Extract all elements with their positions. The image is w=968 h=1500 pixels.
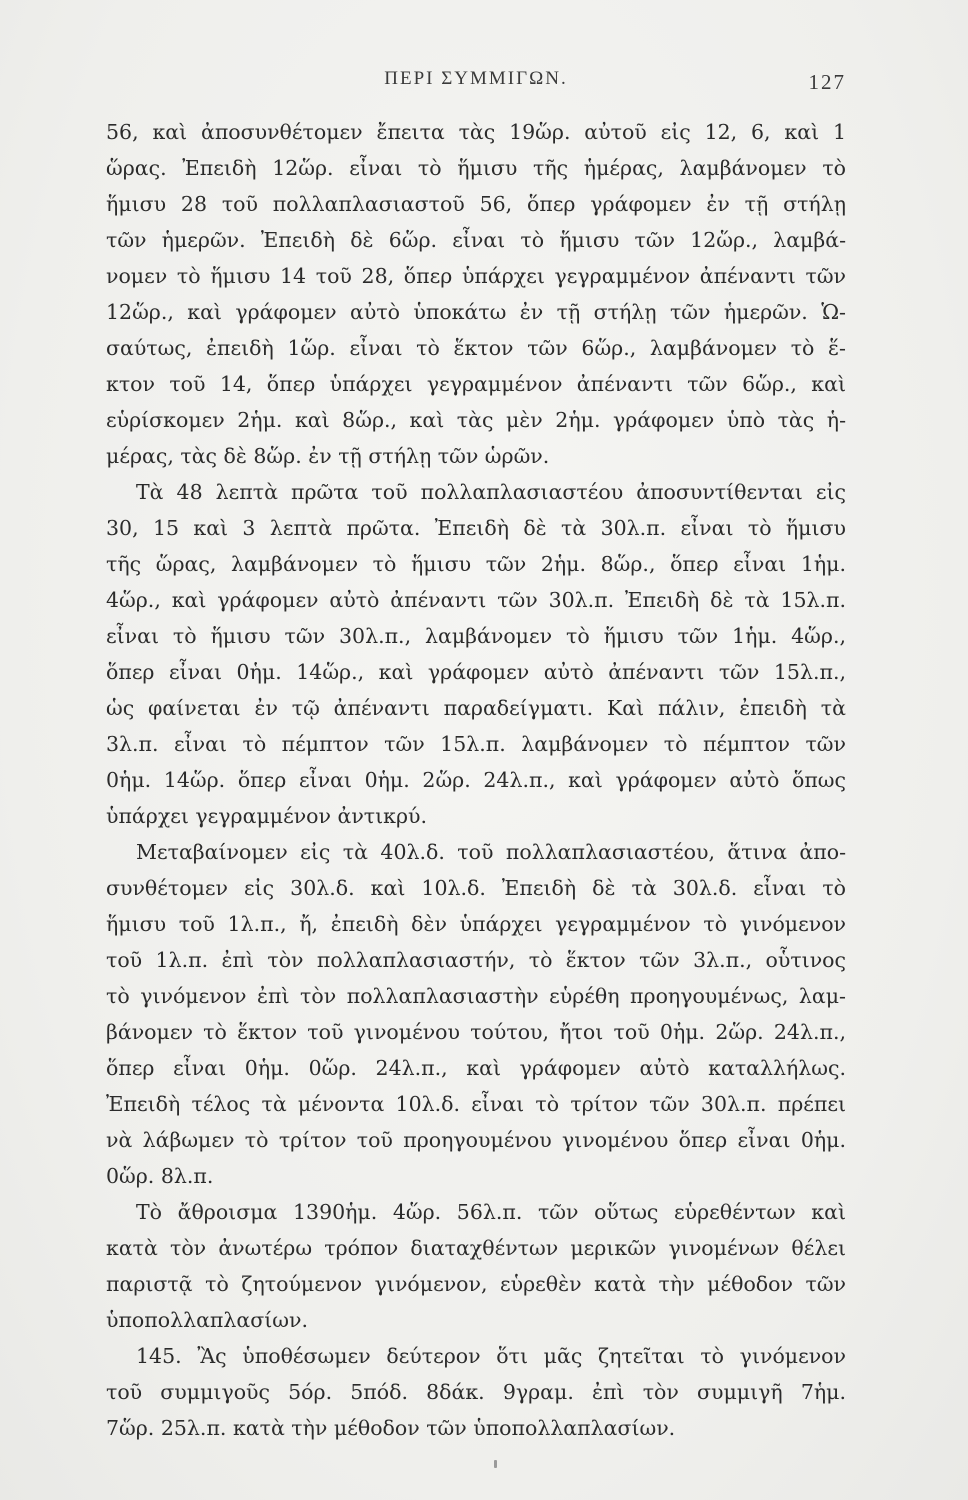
text-line: ὅπερ εἶναι 0ἡμ. 14ὥρ., καὶ γράφομεν αὐτὸ ἀπέναντι τῶν 15λ.π., xyxy=(106,660,846,684)
text-line: Μεταβαίνομεν εἰς τὰ 40λ.δ. τοῦ πολλαπλασιαστέου, ἅτινα ἀπο- xyxy=(136,840,846,864)
text-line: κατὰ τὸν ἀνωτέρω τρόπον διαταχθέντων μερικῶν γινομένων θέλει xyxy=(106,1236,846,1260)
text-line: ἥμισυ τοῦ 1λ.π., ἤ, ἐπειδὴ δὲν ὑπάρχει γεγραμμένον τὸ γινόμενον xyxy=(106,912,846,936)
page-number: 127 xyxy=(808,70,846,94)
text-line: νὰ λάβωμεν τὸ τρίτον τοῦ προηγουμένου γινομένου ὅπερ εἶναι 0ἡμ. xyxy=(106,1128,846,1152)
text-line: 0ἡμ. 14ὥρ. ὅπερ εἶναι 0ἡμ. 2ὥρ. 24λ.π., καὶ γράφομεν αὐτὸ ὅπως xyxy=(106,768,846,792)
text-line: βάνομεν τὸ ἕκτον τοῦ γινομένου τούτου, ἤτοι τοῦ 0ἡμ. 2ὥρ. 24λ.π., xyxy=(106,1020,846,1044)
text-line: συνθέτομεν εἰς 30λ.δ. καὶ 10λ.δ. Ἐπειδὴ δὲ τὰ 30λ.δ. εἶναι τὸ xyxy=(106,876,846,900)
text-line: 56, καὶ ἀποσυνθέτομεν ἔπειτα τὰς 19ὥρ. αὐτοῦ εἰς 12, 6, καὶ 1 xyxy=(106,120,846,144)
text-line: μέρας, τὰς δὲ 8ὥρ. ἐν τῇ στήλῃ τῶν ὡρῶν. xyxy=(106,444,550,468)
text-line: 12ὥρ., καὶ γράφομεν αὐτὸ ὑποκάτω ἐν τῇ στήλῃ τῶν ἡμερῶν. Ὡ- xyxy=(106,300,846,324)
text-line: εἶναι τὸ ἥμισυ τῶν 30λ.π., λαμβάνομεν τὸ ἥμισυ τῶν 1ἡμ. 4ὥρ., xyxy=(106,624,846,648)
text-line: ὡς φαίνεται ἐν τῷ ἀπέναντι παραδείγματι. Καὶ πάλιν, ἐπειδὴ τὰ xyxy=(106,696,846,720)
text-line: νομεν τὸ ἥμισυ 14 τοῦ 28, ὅπερ ὑπάρχει γεγραμμένον ἀπέναντι τῶν xyxy=(106,264,846,288)
text-line: τὸ γινόμενον ἐπὶ τὸν πολλαπλασιαστὴν εὑρέθη προηγουμένως, λαμ- xyxy=(106,984,846,1008)
text-line: 7ὥρ. 25λ.π. κατὰ τὴν μέθοδον τῶν ὑποπολλαπλασίων. xyxy=(106,1416,676,1440)
text-line: 30, 15 καὶ 3 λεπτὰ πρῶτα. Ἐπειδὴ δὲ τὰ 30λ.π. εἶναι τὸ ἥμισυ xyxy=(106,516,846,540)
text-line: ἥμισυ 28 τοῦ πολλαπλασιαστοῦ 56, ὅπερ γράφομεν ἐν τῇ στήλῃ xyxy=(106,192,846,216)
running-head xyxy=(106,62,846,102)
text-line: κτον τοῦ 14, ὅπερ ὑπάρχει γεγραμμένον ἀπέναντι τῶν 6ὥρ., καὶ xyxy=(106,372,846,396)
paragraph xyxy=(106,114,846,474)
text-line: Ἐπειδὴ τέλος τὰ μένοντα 10λ.δ. εἶναι τὸ τρίτον τῶν 30λ.π. πρέπει xyxy=(106,1092,846,1116)
text-line: ὥρας. Ἐπειδὴ 12ὥρ. εἶναι τὸ ἥμισυ τῆς ἡμέρας, λαμβάνομεν τὸ xyxy=(106,156,846,180)
text-line: ὅπερ εἶναι 0ἡμ. 0ὥρ. 24λ.π., καὶ γράφομεν αὐτὸ καταλλήλως. xyxy=(106,1056,846,1080)
text-line: τοῦ συμμιγοῦς 5όρ. 5πόδ. 8δάκ. 9γραμ. ἐπὶ τὸν συμμιγῆ 7ἡμ. xyxy=(106,1380,846,1404)
paragraph xyxy=(106,1338,846,1446)
text-line: σαύτως, ἐπειδὴ 1ὥρ. εἶναι τὸ ἕκτον τῶν 6ὥρ., λαμβάνομεν τὸ ἕ- xyxy=(106,336,846,360)
running-title: ΠΕΡΙ ΣΥΜΜΙΓΩΝ. xyxy=(384,68,568,89)
text-line: παριστᾷ τὸ ζητούμενον γινόμενον, εὑρεθὲν κατὰ τὴν μέθοδον τῶν xyxy=(106,1272,846,1296)
paragraph xyxy=(106,1194,846,1338)
paragraph xyxy=(106,834,846,1194)
paragraph xyxy=(106,474,846,834)
text-line: τῆς ὥρας, λαμβάνομεν τὸ ἥμισυ τῶν 2ἡμ. 8ὥρ., ὅπερ εἶναι 1ἡμ. xyxy=(106,552,846,576)
text-line: 4ὥρ., καὶ γράφομεν αὐτὸ ἀπέναντι τῶν 30λ.π. Ἐπειδὴ δὲ τὰ 15λ.π. xyxy=(106,588,846,612)
text-line: 0ὥρ. 8λ.π. xyxy=(106,1164,214,1188)
text-line: τῶν ἡμερῶν. Ἐπειδὴ δὲ 6ὥρ. εἶναι τὸ ἥμισυ τῶν 12ὥρ., λαμβά- xyxy=(106,228,846,252)
text-line: εὑρίσκομεν 2ἡμ. καὶ 8ὥρ., καὶ τὰς μὲν 2ἡμ. γράφομεν ὑπὸ τὰς ἡ- xyxy=(106,408,846,432)
text-line: 145. Ἂς ὑποθέσωμεν δεύτερον ὅτι μᾶς ζητεῖται τὸ γινόμενον xyxy=(136,1344,846,1368)
body-text xyxy=(106,114,846,1446)
text-line: ὑπάρχει γεγραμμένον ἀντικρύ. xyxy=(106,804,428,828)
text-line: 3λ.π. εἶναι τὸ πέμπτον τῶν 15λ.π. λαμβάνομεν τὸ πέμπτον τῶν xyxy=(106,732,846,756)
text-line: ὑποπολλαπλασίων. xyxy=(106,1308,308,1332)
text-line: Τὸ ἄθροισμα 1390ἡμ. 4ὥρ. 56λ.π. τῶν οὕτως εὑρεθέντων καὶ xyxy=(136,1200,846,1224)
text-line: τοῦ 1λ.π. ἐπὶ τὸν πολλαπλασιαστήν, τὸ ἕκτον τῶν 3λ.π., οὗτινος xyxy=(106,948,846,972)
ink-speck xyxy=(494,1460,497,1468)
text-line: Τὰ 48 λεπτὰ πρῶτα τοῦ πολλαπλασιαστέου ἀποσυντίθενται εἰς xyxy=(136,480,846,504)
